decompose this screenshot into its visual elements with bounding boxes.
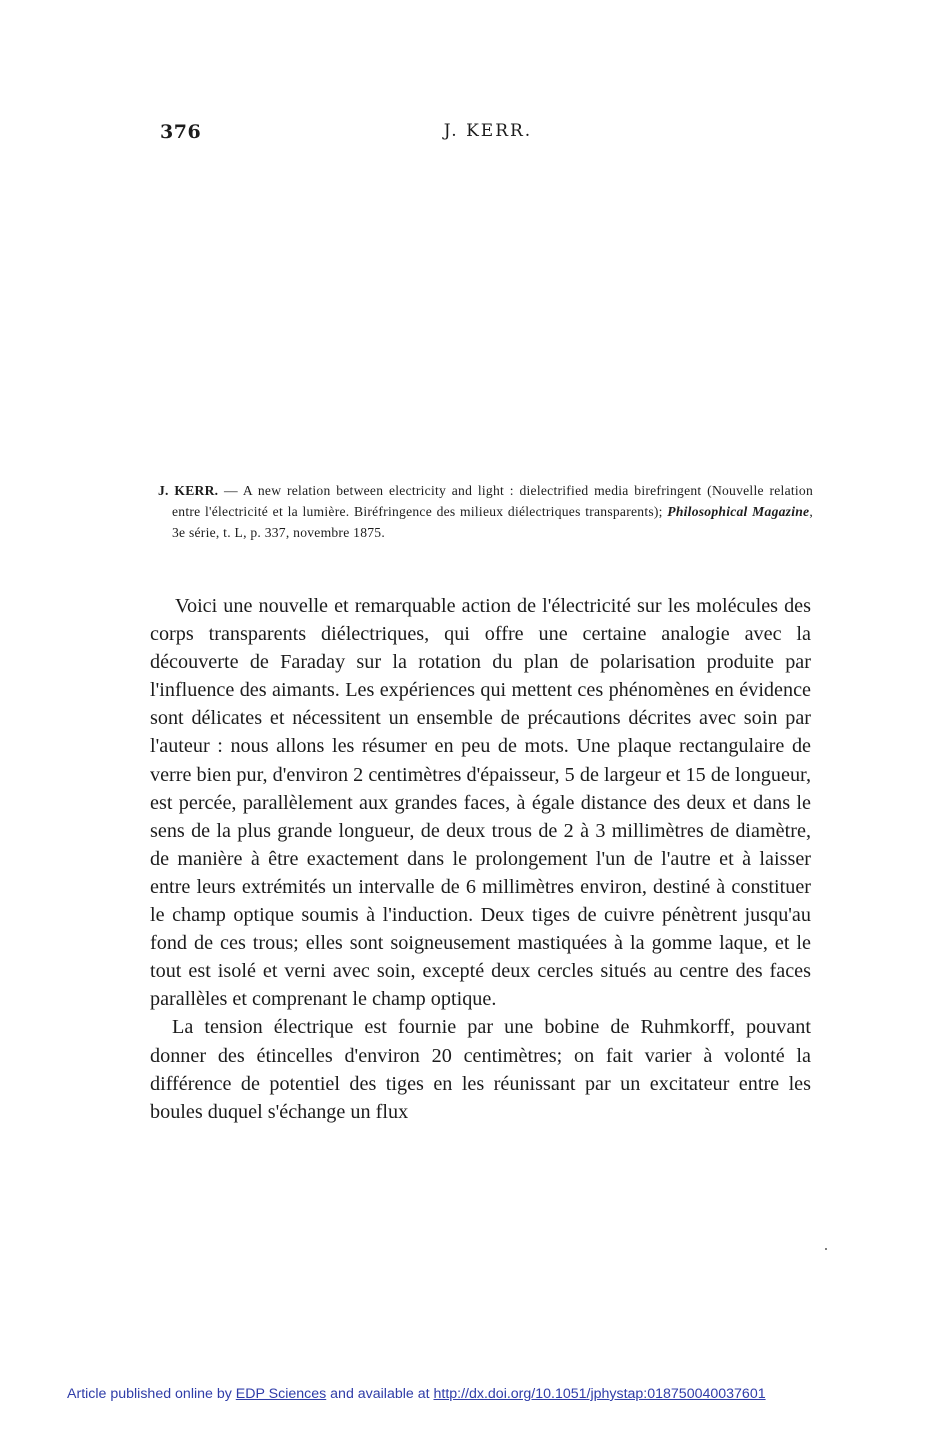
running-head: J. KERR. [443,121,533,141]
body-paragraph-1: Voici une nouvelle et remarquable action de l'électricité sur les molécules des corps transparents diélectriques, qui offre une certaine analogie avec la découverte de Faraday sur la rotation du plan de polarisation produite par l'influence des aimants. Les expériences qui mettent ces phénomènes en évidence sont délicates et nécessitent un ensemble de précautions décrites avec soin par l'auteur : nous allons les résumer en peu de mots. Une plaque rectangulaire de verre bien pur, d'environ 2 centimètres d'épaisseur, 5 de largeur et 15 de longueur, est percée, parallèlement aux grandes faces, à égale distance des deux et dans le sens de la plus grande longueur, de deux trous de 2 à 3 millimètres de diamètre, de manière à être exactement dans le prolongement l'un de l'autre et à laisser entre leurs extrémités un intervalle de 6 millimètres environ, destiné à constituer le champ optique soumis à l'induction. Deux tiges de cuivre pénètrent jusqu'au fond de ces trous; elles sont soigneusement mastiquées à la gomme laque, et le tout est isolé et verni avec soin, excepté deux cercles situés au centre des faces parallèles et comprenant le champ optique. [150,595,811,1011]
reference-journal: Philosophical Magazine [667,504,810,519]
article-body [150,592,811,1126]
publisher-link[interactable]: EDP Sciences [235,1386,327,1402]
publication-footer [67,1386,766,1402]
bibliographic-reference [158,480,813,543]
doi-link[interactable]: http://dx.doi.org/10.1051/jphystap:018750040037601 [433,1386,766,1402]
reference-author: J. KERR. [158,483,219,498]
reference-citation-details: , 3e série, t. L, p. 337, novembre 1875. [172,504,813,540]
body-paragraph-2: La tension électrique est fournie par une bobine de Ruhmkorff, pouvant donner des étincelles d'environ 20 centimètres; on fait varier à volonté la différence de potentiel des tiges en les réunissant par un excitateur entre les boules duquel s'échange un flux [150,1016,811,1123]
footer-prefix: Article published online by [67,1386,236,1402]
reference-citation-text: — A new relation between electricity and light : dielectrified media birefringent (Nouvelle relation entre l'électricité et la lumière. Biréfringence des milieux diélectriques transparents); [172,483,813,519]
footer-middle: and available at [326,1386,434,1402]
reference-entry [158,480,813,543]
scan-speck [825,1248,827,1250]
page-number: 376 [160,121,202,143]
